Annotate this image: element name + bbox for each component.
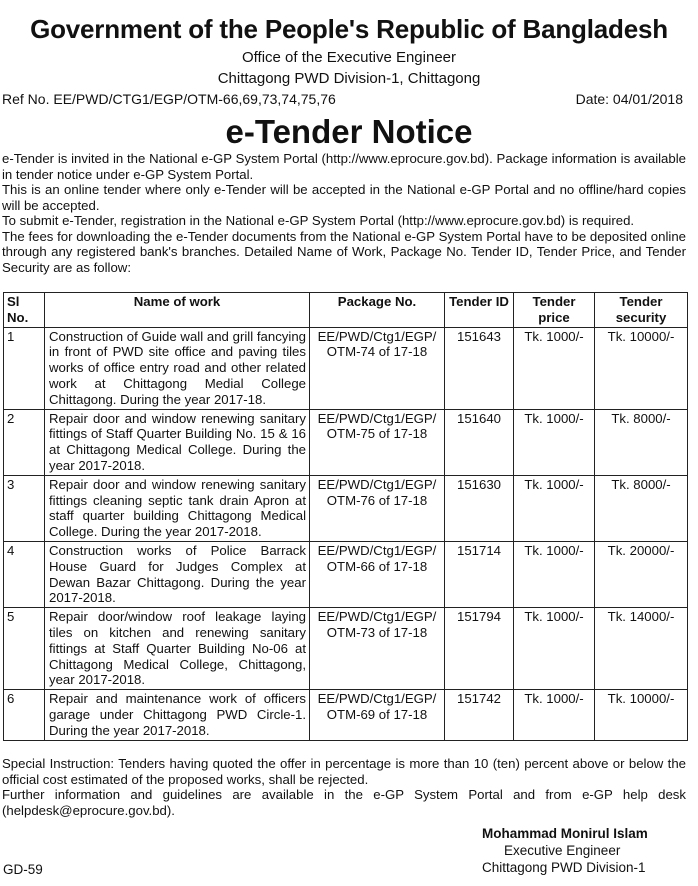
intro-paragraph: This is an online tender where only e-Tender will be accepted in the National e-GP Portal and no offline/hard copies will be accepted.: [2, 182, 686, 213]
footer-notes: [2, 756, 686, 818]
intro-paragraph: To submit e-Tender, registration in the National e-GP System Portal (http://www.eprocure.gov.bd) is required.: [2, 213, 635, 228]
cell-tender-id: 151794: [445, 608, 514, 690]
column-header-tender-id: Tender ID: [445, 293, 514, 328]
cell-tender-id: 151643: [445, 327, 514, 409]
column-header-sl: Sl No.: [4, 293, 45, 328]
intro-text: [2, 151, 686, 275]
cell-tender-id: 151640: [445, 409, 514, 475]
intro-paragraph: e-Tender is invited in the National e-GP System Portal (http://www.eprocure.gov.bd). Package information is available in tender notice under e-GP System Portal.: [2, 151, 686, 182]
cell-price: Tk. 1000/-: [514, 690, 595, 740]
notice-date: Date: 04/01/2018: [575, 91, 683, 107]
cell-security: Tk. 8000/-: [595, 475, 688, 541]
cell-tender-id: 151630: [445, 475, 514, 541]
cell-name: Repair and maintenance work of officers garage under Chittagong PWD Circle-1. During the year 2017-2018.: [45, 690, 310, 740]
cell-sl: 1: [4, 327, 45, 409]
table-row: [4, 327, 688, 409]
intro-paragraph: The fees for downloading the e-Tender documents from the National e-GP System Portal have to be deposited online through any registered bank's branches. Detailed Name of Work, Package No. Tender ID, Tender Price, and Tender Security are as follow:: [2, 228, 686, 275]
cell-sl: 4: [4, 541, 45, 607]
cell-sl: 2: [4, 409, 45, 475]
table-row: [4, 475, 688, 541]
cell-security: Tk. 10000/-: [595, 327, 688, 409]
cell-name: Construction of Guide wall and grill fancying in front of PWD site office and paving tiles works of office entry road and other related work at Chittagong Medial College Chittagong. During the year 2017-18.: [45, 327, 310, 409]
column-header-package: Package No.: [310, 293, 445, 328]
further-information: Further information and guidelines are available in the e-GP System Portal and from e-GP help desk (helpdesk@eprocure.gov.bd).: [2, 787, 686, 818]
cell-name: Repair door/window roof leakage laying tiles on kitchen and renewing sanitary fittings at Staff Quarter Building No-06 at Chittagong Medical College, Chittagong, year 2017-2018.: [45, 608, 310, 690]
cell-security: Tk. 20000/-: [595, 541, 688, 607]
table-header-row: [4, 293, 688, 328]
tender-table: [3, 292, 688, 741]
cell-price: Tk. 1000/-: [514, 608, 595, 690]
notice-heading: e-Tender Notice: [225, 113, 473, 150]
division-name: Chittagong PWD Division-1, Chittagong: [217, 70, 481, 87]
table-row: [4, 690, 688, 740]
cell-tender-id: 151742: [445, 690, 514, 740]
cell-package: EE/PWD/Ctg1/EGP/ OTM-66 of 17-18: [310, 541, 445, 607]
cell-package: EE/PWD/Ctg1/EGP/ OTM-76 of 17-18: [310, 475, 445, 541]
cell-tender-id: 151714: [445, 541, 514, 607]
signatory-title: Executive Engineer: [504, 843, 621, 858]
cell-sl: 3: [4, 475, 45, 541]
cell-package: EE/PWD/Ctg1/EGP/ OTM-75 of 17-18: [310, 409, 445, 475]
gd-code: GD-59: [3, 862, 43, 877]
table-row: [4, 608, 688, 690]
reference-number: Ref No. EE/PWD/CTG1/EGP/OTM-66,69,73,74,75,76: [2, 91, 336, 107]
page-title: Government of the People's Republic of Bangladesh: [30, 14, 668, 44]
signatory-name: Mohammad Monirul Islam: [482, 826, 648, 841]
cell-name: Repair door and window renewing sanitary fittings cleaning septic tank drain Apron at staff quarter building Chittagong Medical College. During the year 2017-2018.: [45, 475, 310, 541]
cell-price: Tk. 1000/-: [514, 541, 595, 607]
cell-price: Tk. 1000/-: [514, 327, 595, 409]
cell-security: Tk. 14000/-: [595, 608, 688, 690]
cell-package: EE/PWD/Ctg1/EGP/ OTM-73 of 17-18: [310, 608, 445, 690]
column-header-price: Tender price: [514, 293, 595, 328]
cell-security: Tk. 10000/-: [595, 690, 688, 740]
signatory-office: Chittagong PWD Division-1: [482, 860, 646, 875]
cell-security: Tk. 8000/-: [595, 409, 688, 475]
office-name: Office of the Executive Engineer: [241, 49, 456, 66]
cell-name: Construction works of Police Barrack House Guard for Judges Complex at Dewan Bazar Chittagong. During the year 2017-2018.: [45, 541, 310, 607]
column-header-security: Tender security: [595, 293, 688, 328]
cell-price: Tk. 1000/-: [514, 475, 595, 541]
cell-price: Tk. 1000/-: [514, 409, 595, 475]
cell-name: Repair door and window renewing sanitary fittings of Staff Quarter Building No. 15 & 16 at Chittagong Medical College. During the year 2017-2018.: [45, 409, 310, 475]
cell-sl: 5: [4, 608, 45, 690]
table-row: [4, 409, 688, 475]
cell-package: EE/PWD/Ctg1/EGP/ OTM-74 of 17-18: [310, 327, 445, 409]
table-row: [4, 541, 688, 607]
special-instruction: Special Instruction: Tenders having quoted the offer in percentage is more than 10 (ten) percent above or below the official cost estimated of the proposed works, shall be rejected.: [2, 756, 686, 787]
column-header-name: Name of work: [45, 293, 310, 328]
cell-sl: 6: [4, 690, 45, 740]
cell-package: EE/PWD/Ctg1/EGP/ OTM-69 of 17-18: [310, 690, 445, 740]
